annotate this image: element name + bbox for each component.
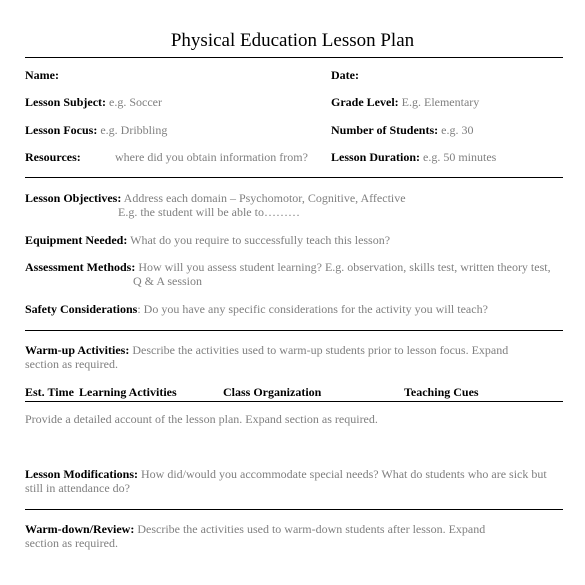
grade-level-label: Grade Level: [331, 95, 399, 109]
title-divider [25, 57, 563, 58]
lesson-duration-label: Lesson Duration: [331, 150, 421, 164]
table-hint: Provide a detailed account of the lesson plan. Expand section as required. [25, 412, 378, 426]
modifications-divider [25, 509, 563, 510]
grade-level-hint: E.g. Elementary [398, 95, 480, 109]
resources-label: Resources: [25, 150, 81, 164]
page-title: Physical Education Lesson Plan [170, 30, 415, 51]
assessment-hint: How will you assess student learning? E.g. observation, skills test, written theory test, [135, 260, 551, 274]
warmup-label: Warm-up Activities: [25, 343, 130, 357]
safety-field [25, 302, 488, 316]
safety-label: Safety Considerations [25, 302, 138, 316]
lesson-subject-field [25, 95, 162, 109]
warmup-field [25, 343, 508, 357]
warmup-hint-line2: section as required. [25, 357, 118, 371]
lesson-duration-hint: e.g. 50 minutes [420, 150, 497, 164]
modifications-hint: How did/would you accommodate special needs? What do students who are sick but [138, 467, 547, 481]
assessment-label: Assessment Methods: [25, 260, 136, 274]
resources-hint: where did you obtain information from? [115, 150, 308, 164]
equipment-hint: What do you require to successfully teach this lesson? [127, 233, 391, 247]
lesson-duration-field [331, 150, 496, 164]
lesson-focus-hint: e.g. Dribbling [97, 123, 168, 137]
objectives-hint: Address each domain – Psychomotor, Cognitive, Affective [121, 191, 406, 205]
warmdown-hint-line2: section as required. [25, 536, 118, 550]
name-label: Name: [25, 68, 59, 82]
number-of-students-field [331, 123, 473, 137]
column-est-time: Est. Time [25, 385, 74, 399]
number-of-students-hint: e.g. 30 [438, 123, 474, 137]
date-label: Date: [331, 68, 359, 82]
lesson-subject-label: Lesson Subject: [25, 95, 107, 109]
lesson-focus-field [25, 123, 167, 137]
equipment-field [25, 233, 390, 247]
column-learning-activities: Learning Activities [79, 385, 177, 399]
safety-hint: : Do you have any specific considerations for the activity you will teach? [137, 302, 488, 316]
modifications-label: Lesson Modifications: [25, 467, 139, 481]
column-class-organization: Class Organization [223, 385, 322, 399]
number-of-students-label: Number of Students: [331, 123, 439, 137]
warmdown-field [25, 522, 485, 536]
lesson-subject-hint: e.g. Soccer [106, 95, 162, 109]
equipment-label: Equipment Needed: [25, 233, 128, 247]
safety-divider [25, 330, 563, 331]
modifications-field [25, 467, 547, 481]
table-header-divider [25, 401, 563, 402]
warmup-hint: Describe the activities used to warm-up students prior to lesson focus. Expand [129, 343, 509, 357]
column-teaching-cues: Teaching Cues [404, 385, 479, 399]
objectives-field [25, 191, 406, 205]
assessment-hint-line2: Q & A session [133, 274, 203, 288]
warmdown-hint: Describe the activities used to warm-down students after lesson. Expand [134, 522, 486, 536]
objectives-label: Lesson Objectives: [25, 191, 122, 205]
objectives-hint-line2: E.g. the student will be able to……… [118, 205, 300, 219]
lesson-focus-label: Lesson Focus: [25, 123, 98, 137]
modifications-hint-line2: still in attendance do? [25, 481, 130, 495]
grade-level-field [331, 95, 479, 109]
assessment-field [25, 260, 551, 274]
info-divider [25, 177, 563, 178]
warmdown-label: Warm-down/Review: [25, 522, 135, 536]
